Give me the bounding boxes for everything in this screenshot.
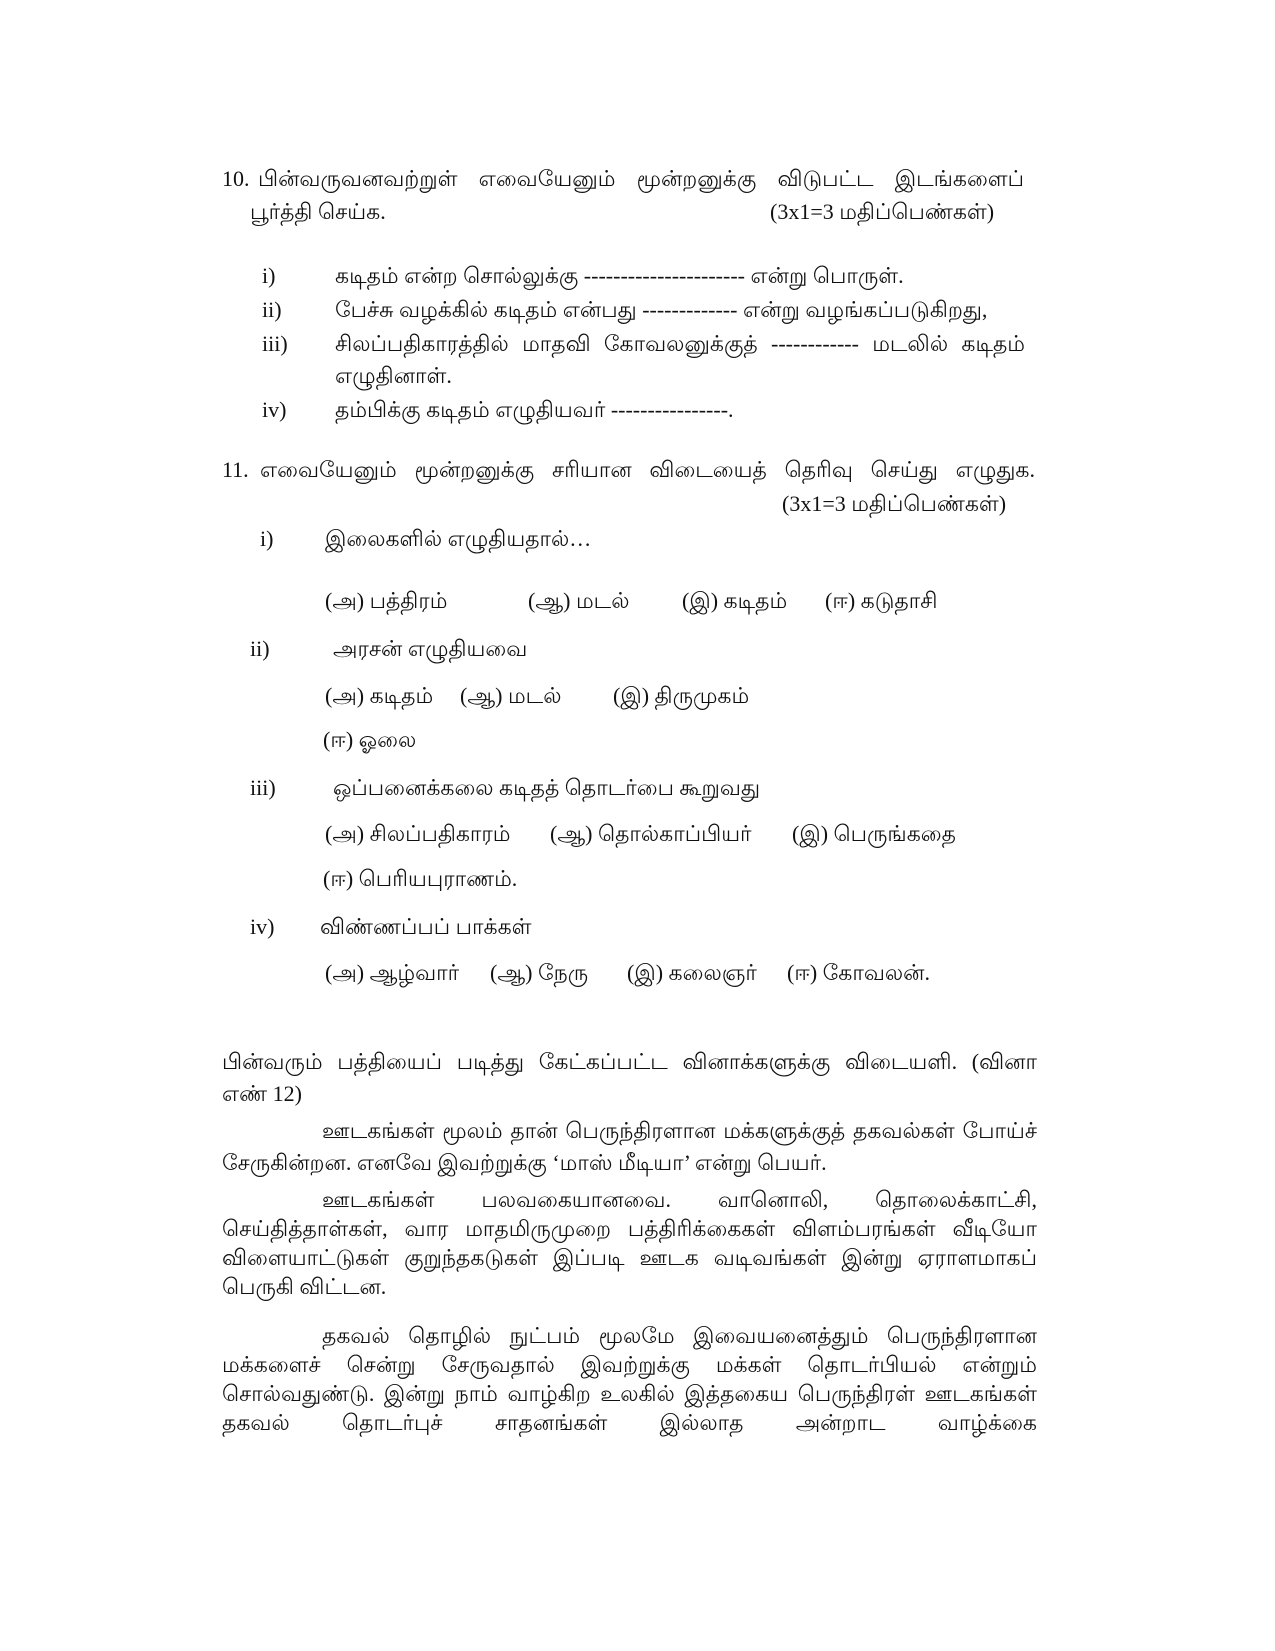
q11-option: (ஆ) நேரு: [490, 960, 589, 985]
q11-item-roman: iv): [250, 914, 275, 939]
q11-option: (ஆ) மடல்: [528, 588, 630, 613]
q11-option: (அ) கடிதம்: [325, 683, 434, 708]
q11-option: (இ) கடிதம்: [682, 588, 788, 613]
q11-option: (அ) பத்திரம்: [325, 588, 448, 613]
q11-option: (இ) கலைஞர்: [627, 960, 757, 985]
q10-number: 10.: [222, 166, 250, 191]
q11-marks: (3x1=3 மதிப்பெண்கள்): [782, 491, 1007, 516]
q10-item-roman: iii): [262, 331, 288, 356]
q11-option: (ஈ) கடுதாசி: [825, 588, 938, 613]
q11-item-question: அரசன் எழுதியவை: [333, 636, 528, 661]
q10-item-text-cont: எழுதினாள்.: [335, 363, 452, 388]
q10-item-text: கடிதம் என்ற சொல்லுக்கு ---------------------- என்று பொருள்.: [335, 263, 904, 288]
q11-option: (ஆ) மடல்: [460, 683, 562, 708]
q11-item-roman: i): [260, 526, 274, 551]
q10-item-roman: iv): [262, 397, 287, 422]
passage-instruction-cont: எண் 12): [222, 1081, 302, 1106]
q11-option: (ஈ) கோவலன்.: [787, 960, 930, 985]
q10-instruction-cont: பூர்த்தி செய்க.: [250, 199, 386, 224]
q11-item-roman: iii): [250, 775, 276, 800]
q11-option: (ஈ) பெரியபுராணம்.: [323, 866, 518, 891]
passage-paragraph: ஊடகங்கள் பலவகையானவை. வானொலி, தொலைக்காட்சி, செய்தித்தாள்கள், வார மாதமிருமுறை பத்திரிக்கைகள் விளம்பரங்கள் வீடியோ விளையாட்டுகள் குறுந்தகடுகள் இப்படி ஊடக வடிவங்கள் இன்று ஏராளமாகப் பெருகி விட்டன.: [222, 1187, 1037, 1299]
q11-instruction: எவையேனும் மூன்றனுக்கு சரியான விடையைத் தெரிவு செய்து எழுதுக.: [260, 457, 1035, 482]
q10-item-roman: i): [262, 263, 276, 288]
q11-option: (இ) பெருங்கதை: [792, 821, 956, 846]
q10-item-text: சிலப்பதிகாரத்தில் மாதவி கோவலனுக்குத் ------------ மடலில் கடிதம்: [335, 331, 1025, 356]
q11-option: (இ) திருமுகம்: [613, 683, 750, 708]
q10-item-text: பேச்சு வழக்கில் கடிதம் என்பது ------------- என்று வழங்கப்படுகிறது,: [335, 297, 988, 322]
q11-number: 11.: [222, 457, 249, 482]
q11-item-question: இலைகளில் எழுதியதால்…: [325, 526, 592, 551]
q11-item-question: விண்ணப்பப் பாக்கள்: [320, 914, 532, 939]
q10-item-text: தம்பிக்கு கடிதம் எழுதியவர் ----------------.: [335, 397, 734, 422]
q10-instruction: பின்வருவனவற்றுள் எவையேனும் மூன்றனுக்கு விடுபட்ட இடங்களைப்: [258, 166, 1024, 191]
q10-item-roman: ii): [262, 297, 282, 322]
q11-item-question: ஒப்பனைக்கலை கடிதத் தொடர்பை கூறுவது: [333, 775, 761, 800]
q11-option: (அ) சிலப்பதிகாரம்: [325, 821, 511, 846]
q11-item-roman: ii): [250, 636, 270, 661]
q11-option: (ஈ) ஓலை: [323, 727, 417, 752]
q10-marks: (3x1=3 மதிப்பெண்கள்): [770, 199, 995, 224]
q11-option: (ஆ) தொல்காப்பியர்: [550, 821, 752, 846]
passage-paragraph: தகவல் தொழில் நுட்பம் மூலமே இவையனைத்தும் பெருந்திரளான மக்களைச் சென்று சேருவதால் இவற்றுக்கு மக்கள் தொடர்பியல் என்றும் சொல்வதுண்டு. இன்று நாம் வாழ்கிற உலகில் இத்தகைய பெருந்திரள் ஊடகங்கள் தகவல் தொடர்புச் சாதனங்கள் இல்லாத அன்றாட வாழ்க்கை: [222, 1323, 1037, 1435]
q11-option: (அ) ஆழ்வார்: [325, 960, 460, 985]
passage-instruction: பின்வரும் பத்தியைப் படித்து கேட்கப்பட்ட வினாக்களுக்கு விடையளி. (வினா: [222, 1049, 1037, 1074]
passage-paragraph: ஊடகங்கள் மூலம் தான் பெருந்திரளான மக்களுக்குத் தகவல்கள் போய்ச் சேருகின்றன. எனவே இவற்றுக்கு ‘மாஸ் மீடியா’ என்று பெயர்.: [222, 1118, 1037, 1175]
